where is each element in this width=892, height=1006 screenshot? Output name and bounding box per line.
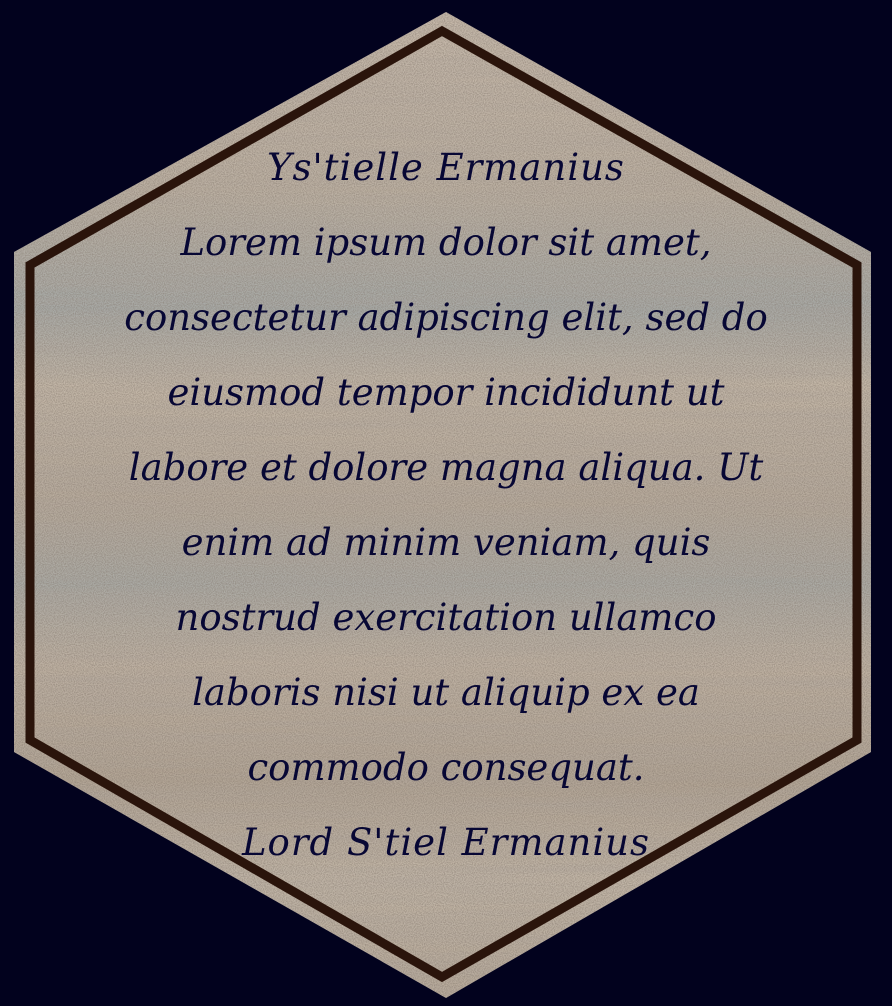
plaque-line: enim ad minim veniam, quis	[181, 521, 711, 564]
plaque-line: eiusmod tempor incididunt ut	[167, 371, 725, 414]
plaque-heading: Ys'tielle Ermanius	[267, 146, 625, 189]
plaque-line: labore et dolore magna aliqua. Ut	[128, 446, 764, 489]
plaque-line: laboris nisi ut aliquip ex ea	[192, 671, 700, 714]
plaque-line: commodo consequat.	[247, 746, 645, 789]
plaque-signature: Lord S'tiel Ermanius	[241, 821, 650, 864]
plaque-line: nostrud exercitation ullamco	[175, 596, 717, 639]
plaque-line: consectetur adipiscing elit, sed do	[124, 296, 768, 339]
plaque-inscription	[95, 130, 797, 880]
plaque-line: Lorem ipsum dolor sit amet,	[180, 221, 712, 264]
